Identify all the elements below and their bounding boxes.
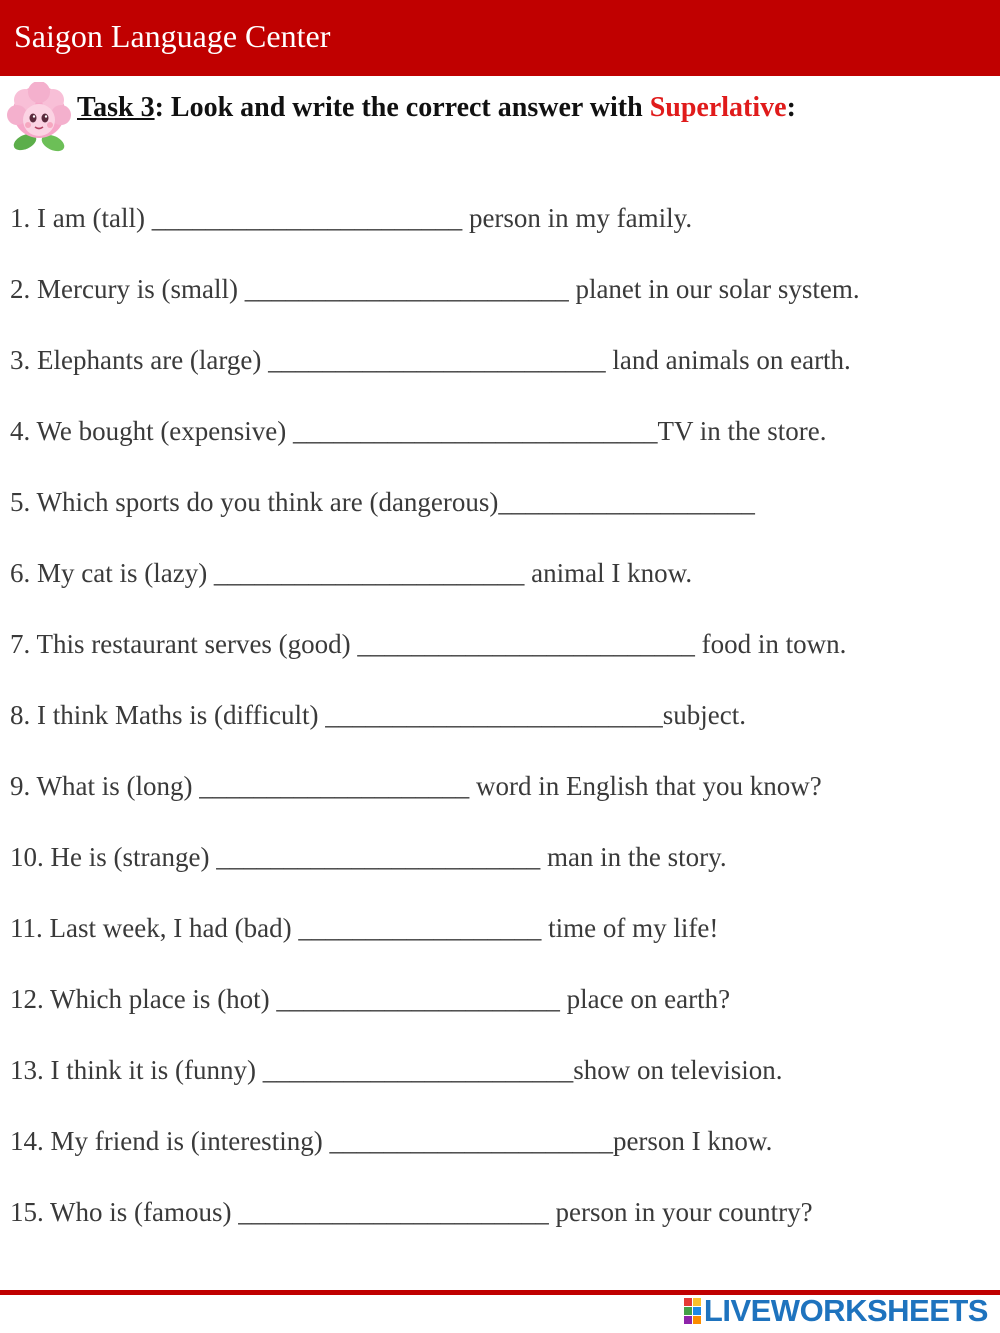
liveworksheets-logo: [684, 1293, 988, 1328]
question-item: 5. Which sports do you think are (dangerous)___________________: [10, 487, 755, 517]
header-title: Saigon Language Center: [14, 18, 331, 54]
question-item: 9. What is (long) ____________________ word in English that you know?: [10, 771, 822, 801]
question-item: 15. Who is (famous) _______________________ person in your country?: [10, 1197, 813, 1227]
flower-mascot-icon: [3, 82, 75, 154]
question-item: 14. My friend is (interesting) _____________________person I know.: [10, 1126, 773, 1156]
question-item: 3. Elephants are (large) _________________________ land animals on earth.: [10, 345, 851, 375]
question-item: 8. I think Maths is (difficult) _________________________subject.: [10, 700, 746, 730]
question-item: 10. He is (strange) ________________________ man in the story.: [10, 842, 727, 872]
question-item: 4. We bought (expensive) ___________________________TV in the store.: [10, 416, 827, 446]
question-item: 12. Which place is (hot) _____________________ place on earth?: [10, 984, 731, 1014]
logo-text: LIVEWORKSHEETS: [703, 1293, 988, 1328]
task-keyword: Superlative: [649, 92, 787, 123]
question-item: 6. My cat is (lazy) _______________________ animal I know.: [10, 558, 693, 588]
question-item: 7. This restaurant serves (good) _________________________ food in town.: [10, 629, 847, 659]
question-item: 1. I am (tall) _______________________ person in my family.: [10, 203, 693, 233]
header-bar: [0, 0, 1000, 76]
question-item: 11. Last week, I had (bad) __________________ time of my life!: [10, 913, 719, 943]
question-item: 2. Mercury is (small) ________________________ planet in our solar system.: [10, 274, 860, 304]
task-instruction: : Look and write the correct answer with: [154, 92, 650, 123]
task-instruction-end: :: [786, 92, 796, 123]
question-item: 13. I think it is (funny) _______________________show on television.: [10, 1055, 783, 1085]
logo-grid-icon: [684, 1298, 701, 1324]
task-heading: [77, 92, 796, 124]
task-label: Task 3: [77, 92, 155, 123]
